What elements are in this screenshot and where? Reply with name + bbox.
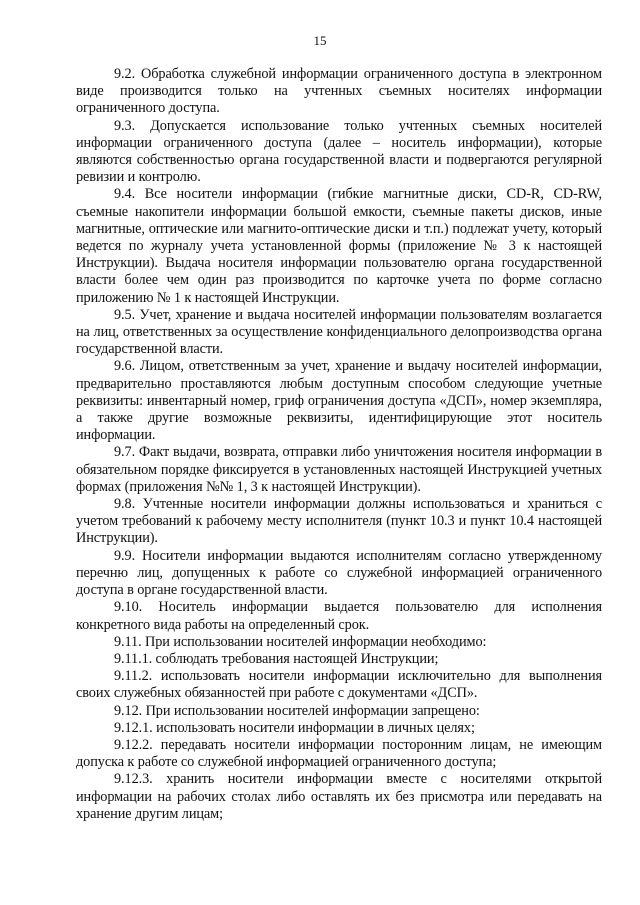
paragraph-9-9: 9.9. Носители информации выдаются исполнителям согласно утвержденному перечню лиц, допущенных к работе со служебной информацией ограниченного доступа в органе государственной власти. (76, 547, 602, 599)
paragraph-9-12-2: 9.12.2. передавать носители информации посторонним лицам, не имеющим допуска к работе со служебной информацией ограниченного доступа; (76, 736, 602, 771)
paragraph-9-10: 9.10. Носитель информации выдается пользователю для исполнения конкретного вида работы на определенный срок. (76, 599, 602, 633)
paragraph-9-11: 9.11. При использовании носителей информации необходимо: (114, 633, 487, 650)
document-body (76, 66, 602, 823)
paragraph-9-3: 9.3. Допускается использование только учтенных съемных носителей информации ограниченного доступа (далее – носитель информации), которые являются собственностью органа государственной власти и подвергаются регулярной ревизии и контролю. (76, 117, 602, 186)
paragraph-9-12-3: 9.12.3. хранить носители информации вместе с носителями открытой информации на рабочих столах либо оставлять их без присмотра или передавать на хранение другим лицам; (76, 771, 602, 822)
paragraph-9-12-1: 9.12.1. использовать носители информации в личных целях; (114, 719, 475, 736)
paragraph-9-11-2: 9.11.2. использовать носители информации исключительно для выполнения своих служебных обязанностей при работе с документами «ДСП». (76, 668, 602, 702)
paragraph-9-11-1: 9.11.1. соблюдать требования настоящей Инструкции; (114, 650, 439, 667)
page-number: 15 (313, 33, 327, 48)
paragraph-9-2: 9.2. Обработка служебной информации ограниченного доступа в электронном виде производится только на учтенных съемных носителях информации ограниченного доступа. (76, 66, 602, 117)
paragraph-9-6: 9.6. Лицом, ответственным за учет, хранение и выдачу носителей информации, предварительно проставляются любым доступным способом следующие учетные реквизиты: инвентарный номер, гриф ограничения доступа «ДСП», номер экземпляра, а также другие возможные реквизиты, идентифицирующие этот носитель информации. (76, 358, 602, 444)
paragraph-9-8: 9.8. Учтенные носители информации должны использоваться и храниться с учетом требований к рабочему месту исполнителя (пункт 10.3 и пункт 10.4 настоящей Инструкции). (76, 496, 602, 547)
paragraph-9-5: 9.5. Учет, хранение и выдача носителей информации пользователям возлагается на лиц, ответственных за осуществление конфиденциального делопроизводства органа государственной власти. (76, 306, 602, 358)
paragraph-9-12: 9.12. При использовании носителей информации запрещено: (114, 702, 480, 719)
paragraph-9-7: 9.7. Факт выдачи, возврата, отправки либо уничтожения носителя информации в обязательном порядке фиксируется в установленных настоящей Инструкцией учетных формах (приложения №№ 1, 3 к настоящей Инструкции). (76, 444, 602, 495)
paragraph-9-4: 9.4. Все носители информации (гибкие магнитные диски, CD-R, CD-RW, съемные накопители информации большой емкости, съемные пакеты дисков, иные магнитные, оптические или магнито-оптические диски и т.п.) подлежат учету, который ведется по журналу учета установленной формы (приложение № 3 к настоящей Инструкции). Выдача носителя информации пользователю органа государственной власти более чем один раз производится по карточке учета по форме согласно приложению № 1 к настоящей Инструкции. (76, 186, 602, 306)
